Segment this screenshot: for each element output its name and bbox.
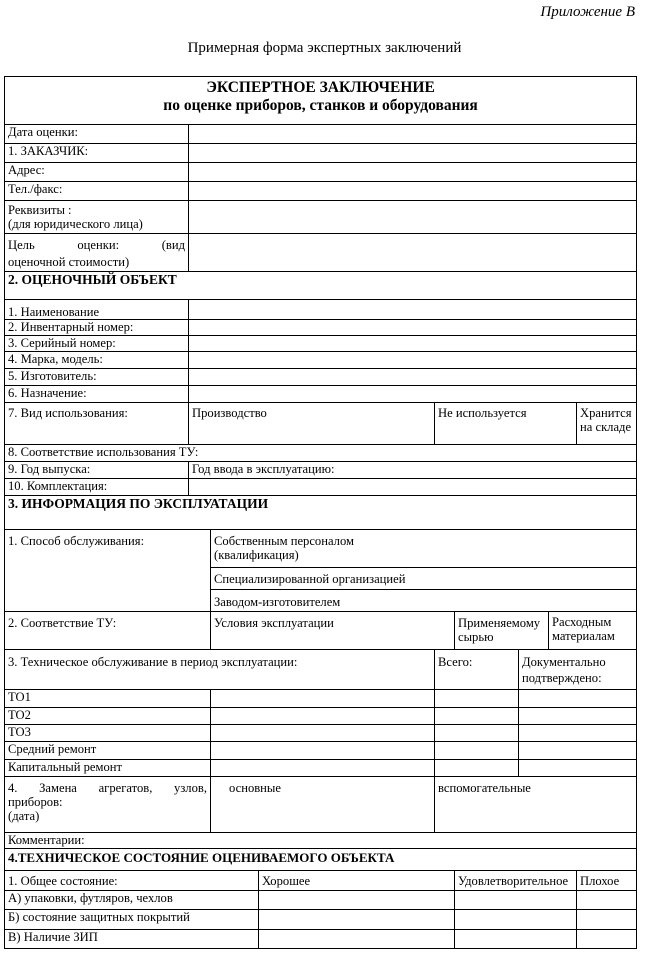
usage-stored[interactable] <box>577 403 637 445</box>
usage-production[interactable]: Производство <box>189 403 435 445</box>
service-specialized[interactable]: Специализированной организацией <box>211 568 637 590</box>
phone-field[interactable] <box>189 182 637 201</box>
model-label: 4. Марка, модель: <box>5 352 189 369</box>
service-manufacturer[interactable]: Заводом-изготовителем <box>211 590 637 612</box>
serial-label: 3. Серийный номер: <box>5 336 189 352</box>
address-label: Адрес: <box>5 163 189 182</box>
condition-bad-label: Плохое <box>577 871 637 891</box>
maintenance-documented-label <box>519 650 637 690</box>
capital-repair-value[interactable] <box>211 760 435 777</box>
packaging-label: А) упаковки, футляров, чехлов <box>5 891 259 910</box>
form-header-title: ЭКСПЕРТНОЕ ЗАКЛЮЧЕНИЕ <box>206 79 435 96</box>
requisites-field[interactable] <box>189 201 637 234</box>
coatings-good[interactable] <box>259 910 455 930</box>
packaging-bad[interactable] <box>577 891 637 910</box>
capital-repair-label: Капитальный ремонт <box>5 760 211 777</box>
date-field[interactable] <box>189 125 637 144</box>
model-field[interactable] <box>189 352 637 369</box>
commission-year-label[interactable]: Год ввода в эксплуатацию: <box>189 462 637 479</box>
year-label: 9. Год выпуска: <box>5 462 189 479</box>
maintenance-total-label: Всего: <box>435 650 519 690</box>
date-label: Дата оценки: <box>5 125 189 144</box>
maker-field[interactable] <box>189 369 637 386</box>
section-object: 2. ОЦЕНОЧНЫЙ ОБЪЕКТ <box>5 272 637 300</box>
tu-conditions[interactable]: Условия эксплуатации <box>211 612 455 650</box>
capital-repair-total[interactable] <box>435 760 519 777</box>
service-method-label: 1. Способ обслуживания: <box>5 530 211 612</box>
requisites-label-line2: (для юридического лица) <box>8 217 143 231</box>
coatings-satisfactory[interactable] <box>455 910 577 930</box>
destination-label: 6. Назначение: <box>5 386 189 403</box>
customer-field[interactable] <box>189 144 637 163</box>
to1-total[interactable] <box>435 690 519 708</box>
kit-label: 10. Комплектация: <box>5 479 189 496</box>
customer-label: 1. ЗАКАЗЧИК: <box>5 144 189 163</box>
to1-label: ТО1 <box>5 690 211 708</box>
object-name-label: 1. Наименование <box>5 300 189 320</box>
tu-raw-materials-line2: сырью <box>458 630 494 644</box>
purpose-label <box>5 234 189 272</box>
condition-good-label: Хорошее <box>259 871 455 891</box>
form-header-subtitle: по оценке приборов, станков и оборудования <box>163 97 478 114</box>
usage-unused[interactable]: Не используется <box>435 403 577 445</box>
medium-repair-total[interactable] <box>435 742 519 760</box>
tu-consumables-line1: Расходным <box>552 615 612 629</box>
destination-field[interactable] <box>189 386 637 403</box>
tu-compliance-label: 2. Соответствие ТУ: <box>5 612 211 650</box>
replacement-auxiliary[interactable]: вспомогательные <box>435 777 637 833</box>
service-own-staff[interactable] <box>211 530 637 568</box>
usage-stored-line1: Хранится <box>580 406 632 420</box>
purpose-field[interactable] <box>189 234 637 272</box>
inventory-label: 2. Инвентарный номер: <box>5 320 189 336</box>
address-field[interactable] <box>189 163 637 182</box>
tu-raw-materials[interactable] <box>455 612 549 650</box>
condition-satisfactory-label: Удовлетворительное <box>455 871 577 891</box>
tu-usage-row[interactable]: 8. Соответствие использования ТУ: <box>5 445 637 462</box>
spares-satisfactory[interactable] <box>455 930 577 949</box>
to2-value[interactable] <box>211 708 435 725</box>
appendix-label: Приложение В <box>540 4 635 20</box>
replacement-label-line1: 4. Замена агрегатов, узлов, <box>8 781 207 795</box>
purpose-label-line1: Цель оценки: (вид <box>8 238 185 252</box>
packaging-satisfactory[interactable] <box>455 891 577 910</box>
object-name-field[interactable] <box>189 300 637 320</box>
to1-value[interactable] <box>211 690 435 708</box>
serial-field[interactable] <box>189 336 637 352</box>
maintenance-label: 3. Техническое обслуживание в период эксплуатации: <box>5 650 435 690</box>
usage-label: 7. Вид использования: <box>5 403 189 445</box>
spares-good[interactable] <box>259 930 455 949</box>
expert-conclusion-form <box>4 76 637 949</box>
comments-row[interactable]: Комментарии: <box>5 833 637 849</box>
replacement-label <box>5 777 211 833</box>
service-own-staff-line2: (квалификация) <box>214 548 299 562</box>
spares-bad[interactable] <box>577 930 637 949</box>
replacement-label-line3: (дата) <box>8 809 40 823</box>
service-own-staff-line1: Собственным персоналом <box>214 534 354 548</box>
maker-label: 5. Изготовитель: <box>5 369 189 386</box>
requisites-label <box>5 201 189 234</box>
documented-line1: Документально <box>522 655 606 669</box>
tu-raw-materials-line1: Применяемому <box>458 616 541 630</box>
kit-field[interactable] <box>189 479 637 496</box>
document-title: Примерная форма экспертных заключений <box>187 40 462 56</box>
usage-stored-line2: на складе <box>580 420 632 434</box>
coatings-bad[interactable] <box>577 910 637 930</box>
medium-repair-label: Средний ремонт <box>5 742 211 760</box>
replacement-main[interactable]: основные <box>211 777 435 833</box>
phone-label: Тел./факс: <box>5 182 189 201</box>
replacement-label-line2: приборов: <box>8 795 63 809</box>
requisites-label-line1: Реквизиты : <box>8 203 72 217</box>
section-condition: 4.ТЕХНИЧЕСКОЕ СОСТОЯНИЕ ОЦЕНИВАЕМОГО ОБЪЕКТА <box>5 849 637 871</box>
inventory-field[interactable] <box>189 320 637 336</box>
medium-repair-documented[interactable] <box>519 742 637 760</box>
documented-line2: подтверждено: <box>522 671 602 685</box>
packaging-good[interactable] <box>259 891 455 910</box>
capital-repair-documented[interactable] <box>519 760 637 777</box>
to3-label: ТО3 <box>5 725 211 742</box>
to2-documented[interactable] <box>519 708 637 725</box>
section-operation: 3. ИНФОРМАЦИЯ ПО ЭКСПЛУАТАЦИИ <box>5 496 637 530</box>
to2-total[interactable] <box>435 708 519 725</box>
form-header <box>5 77 637 125</box>
to2-label: ТО2 <box>5 708 211 725</box>
to3-value[interactable] <box>211 725 435 742</box>
purpose-label-line2: оценочной стоимости) <box>8 255 130 269</box>
to3-documented[interactable] <box>519 725 637 742</box>
medium-repair-value[interactable] <box>211 742 435 760</box>
general-condition-label: 1. Общее состояние: <box>5 871 259 891</box>
spares-label: В) Наличие ЗИП <box>5 930 259 949</box>
to3-total[interactable] <box>435 725 519 742</box>
to1-documented[interactable] <box>519 690 637 708</box>
coatings-label: Б) состояние защитных покрытий <box>5 910 259 930</box>
tu-consumables-line2: материалам <box>552 629 615 643</box>
tu-consumables[interactable] <box>549 612 637 650</box>
